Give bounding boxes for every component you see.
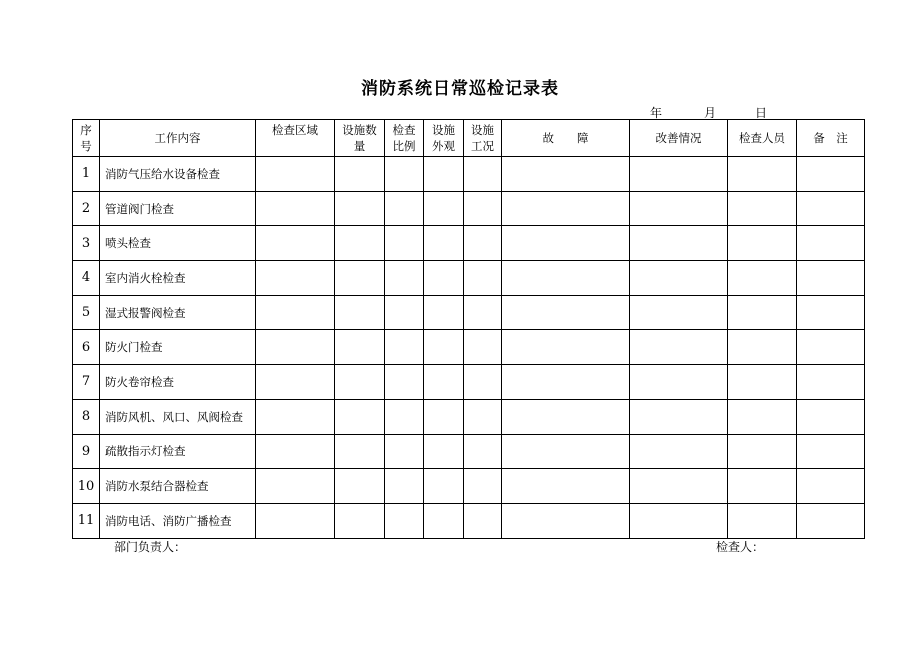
cell-quantity[interactable] xyxy=(335,226,385,261)
cell-area[interactable] xyxy=(256,295,335,330)
table-row xyxy=(73,434,865,469)
cell-fault[interactable] xyxy=(502,295,630,330)
header-condition xyxy=(464,120,502,157)
cell-quantity[interactable] xyxy=(335,261,385,296)
row-seq: 6 xyxy=(73,330,100,365)
cell-area[interactable] xyxy=(256,261,335,296)
cell-area[interactable] xyxy=(256,434,335,469)
cell-area[interactable] xyxy=(256,330,335,365)
header-fault: 故 障 xyxy=(502,120,630,157)
cell-ratio[interactable] xyxy=(385,261,424,296)
row-seq: 4 xyxy=(73,261,100,296)
cell-appearance[interactable] xyxy=(424,434,464,469)
cell-appearance[interactable] xyxy=(424,191,464,226)
cell-improvement[interactable] xyxy=(630,157,728,192)
cell-fault[interactable] xyxy=(502,157,630,192)
cell-improvement[interactable] xyxy=(630,191,728,226)
cell-condition[interactable] xyxy=(464,191,502,226)
cell-appearance[interactable] xyxy=(424,503,464,538)
cell-inspector[interactable] xyxy=(728,191,797,226)
cell-area[interactable] xyxy=(256,365,335,400)
row-content: 消防电话、消防广播检查 xyxy=(100,503,256,538)
cell-fault[interactable] xyxy=(502,434,630,469)
header-area: 检查区域 xyxy=(256,120,335,157)
table-row xyxy=(73,399,865,434)
cell-ratio[interactable] xyxy=(385,503,424,538)
row-content: 消防水泵结合器检查 xyxy=(100,469,256,504)
table-row xyxy=(73,191,865,226)
cell-inspector[interactable] xyxy=(728,365,797,400)
cell-ratio[interactable] xyxy=(385,434,424,469)
cell-improvement[interactable] xyxy=(630,503,728,538)
cell-ratio[interactable] xyxy=(385,157,424,192)
row-seq: 1 xyxy=(73,157,100,192)
cell-fault[interactable] xyxy=(502,261,630,296)
cell-inspector[interactable] xyxy=(728,399,797,434)
cell-ratio[interactable] xyxy=(385,295,424,330)
cell-condition[interactable] xyxy=(464,226,502,261)
cell-inspector[interactable] xyxy=(728,469,797,504)
cell-fault[interactable] xyxy=(502,330,630,365)
inspection-record-table xyxy=(72,119,865,539)
cell-improvement[interactable] xyxy=(630,469,728,504)
cell-remarks[interactable] xyxy=(797,226,865,261)
row-content: 消防风机、风口、风阀检查 xyxy=(100,399,256,434)
cell-inspector[interactable] xyxy=(728,261,797,296)
cell-ratio[interactable] xyxy=(385,330,424,365)
cell-fault[interactable] xyxy=(502,191,630,226)
header-inspector: 检查人员 xyxy=(728,120,797,157)
cell-remarks[interactable] xyxy=(797,503,865,538)
cell-improvement[interactable] xyxy=(630,365,728,400)
cell-condition[interactable] xyxy=(464,365,502,400)
cell-improvement[interactable] xyxy=(630,399,728,434)
header-quantity xyxy=(335,120,385,157)
header-improvement: 改善情况 xyxy=(630,120,728,157)
cell-condition[interactable] xyxy=(464,261,502,296)
cell-quantity[interactable] xyxy=(335,191,385,226)
table-row xyxy=(73,261,865,296)
cell-quantity[interactable] xyxy=(335,330,385,365)
cell-area[interactable] xyxy=(256,399,335,434)
cell-inspector[interactable] xyxy=(728,295,797,330)
cell-fault[interactable] xyxy=(502,226,630,261)
table-header-row xyxy=(73,120,865,157)
header-appearance-line1: 设施 xyxy=(432,123,455,137)
header-quantity-line1: 设施数 xyxy=(342,123,377,137)
cell-quantity[interactable] xyxy=(335,365,385,400)
cell-area[interactable] xyxy=(256,157,335,192)
cell-inspector[interactable] xyxy=(728,503,797,538)
row-content: 管道阀门检查 xyxy=(100,191,256,226)
cell-appearance[interactable] xyxy=(424,295,464,330)
row-seq: 9 xyxy=(73,434,100,469)
cell-area[interactable] xyxy=(256,226,335,261)
row-content: 喷头检查 xyxy=(100,226,256,261)
cell-quantity[interactable] xyxy=(335,399,385,434)
cell-inspector[interactable] xyxy=(728,330,797,365)
header-remarks: 备 注 xyxy=(797,120,865,157)
cell-fault[interactable] xyxy=(502,503,630,538)
cell-improvement[interactable] xyxy=(630,434,728,469)
cell-quantity[interactable] xyxy=(335,157,385,192)
header-seq-line2: 号 xyxy=(80,139,92,153)
cell-fault[interactable] xyxy=(502,469,630,504)
header-content: 工作内容 xyxy=(100,120,256,157)
row-seq: 2 xyxy=(73,191,100,226)
date-year-label: 年 xyxy=(650,106,663,120)
cell-remarks[interactable] xyxy=(797,295,865,330)
row-content: 防火门检查 xyxy=(100,330,256,365)
cell-ratio[interactable] xyxy=(385,365,424,400)
cell-improvement[interactable] xyxy=(630,261,728,296)
cell-appearance[interactable] xyxy=(424,226,464,261)
cell-area[interactable] xyxy=(256,503,335,538)
date-day-label: 日 xyxy=(755,106,768,120)
cell-appearance[interactable] xyxy=(424,469,464,504)
inspector-signature-label: 检查人： xyxy=(716,540,765,554)
header-appearance-line2: 外观 xyxy=(432,139,455,153)
cell-area[interactable] xyxy=(256,469,335,504)
cell-condition[interactable] xyxy=(464,469,502,504)
cell-improvement[interactable] xyxy=(630,295,728,330)
table-row xyxy=(73,365,865,400)
header-appearance xyxy=(424,120,464,157)
header-condition-line2: 工况 xyxy=(471,139,494,153)
cell-ratio[interactable] xyxy=(385,469,424,504)
header-ratio xyxy=(385,120,424,157)
cell-quantity[interactable] xyxy=(335,434,385,469)
cell-remarks[interactable] xyxy=(797,261,865,296)
cell-inspector[interactable] xyxy=(728,226,797,261)
document-title: 消防系统日常巡检记录表 xyxy=(361,79,559,99)
cell-condition[interactable] xyxy=(464,434,502,469)
cell-remarks[interactable] xyxy=(797,469,865,504)
cell-fault[interactable] xyxy=(502,399,630,434)
row-content: 疏散指示灯检查 xyxy=(100,434,256,469)
cell-condition[interactable] xyxy=(464,503,502,538)
table-row xyxy=(73,503,865,538)
date-month-label: 月 xyxy=(704,106,717,120)
cell-improvement[interactable] xyxy=(630,226,728,261)
header-quantity-line2: 量 xyxy=(353,139,366,153)
cell-condition[interactable] xyxy=(464,157,502,192)
cell-quantity[interactable] xyxy=(335,503,385,538)
cell-condition[interactable] xyxy=(464,330,502,365)
header-ratio-line2: 比例 xyxy=(392,139,416,153)
cell-remarks[interactable] xyxy=(797,434,865,469)
row-seq: 10 xyxy=(73,469,100,504)
table-row xyxy=(73,226,865,261)
cell-appearance[interactable] xyxy=(424,157,464,192)
row-seq: 5 xyxy=(73,295,100,330)
cell-appearance[interactable] xyxy=(424,365,464,400)
row-seq: 7 xyxy=(73,365,100,400)
cell-ratio[interactable] xyxy=(385,226,424,261)
row-seq: 8 xyxy=(73,399,100,434)
cell-improvement[interactable] xyxy=(630,330,728,365)
row-content: 室内消火栓检查 xyxy=(100,261,256,296)
cell-condition[interactable] xyxy=(464,399,502,434)
cell-remarks[interactable] xyxy=(797,365,865,400)
cell-ratio[interactable] xyxy=(385,399,424,434)
table-row xyxy=(73,469,865,504)
row-seq: 11 xyxy=(73,503,100,538)
cell-appearance[interactable] xyxy=(424,261,464,296)
cell-appearance[interactable] xyxy=(424,330,464,365)
cell-inspector[interactable] xyxy=(728,157,797,192)
cell-appearance[interactable] xyxy=(424,399,464,434)
row-content: 防火卷帘检查 xyxy=(100,365,256,400)
table-row xyxy=(73,157,865,192)
cell-remarks[interactable] xyxy=(797,399,865,434)
cell-remarks[interactable] xyxy=(797,330,865,365)
table-row xyxy=(73,330,865,365)
department-head-label: 部门负责人： xyxy=(114,540,187,554)
table-row xyxy=(73,295,865,330)
cell-quantity[interactable] xyxy=(335,469,385,504)
row-seq: 3 xyxy=(73,226,100,261)
cell-remarks[interactable] xyxy=(797,157,865,192)
cell-fault[interactable] xyxy=(502,365,630,400)
header-seq xyxy=(73,120,100,157)
header-condition-line1: 设施 xyxy=(471,123,494,137)
row-content: 湿式报警阀检查 xyxy=(100,295,256,330)
row-content: 消防气压给水设备检查 xyxy=(100,157,256,192)
cell-inspector[interactable] xyxy=(728,434,797,469)
cell-remarks[interactable] xyxy=(797,191,865,226)
cell-area[interactable] xyxy=(256,191,335,226)
cell-ratio[interactable] xyxy=(385,191,424,226)
header-seq-line1: 序 xyxy=(80,123,92,137)
header-ratio-line1: 检查 xyxy=(392,123,416,137)
cell-condition[interactable] xyxy=(464,295,502,330)
cell-quantity[interactable] xyxy=(335,295,385,330)
